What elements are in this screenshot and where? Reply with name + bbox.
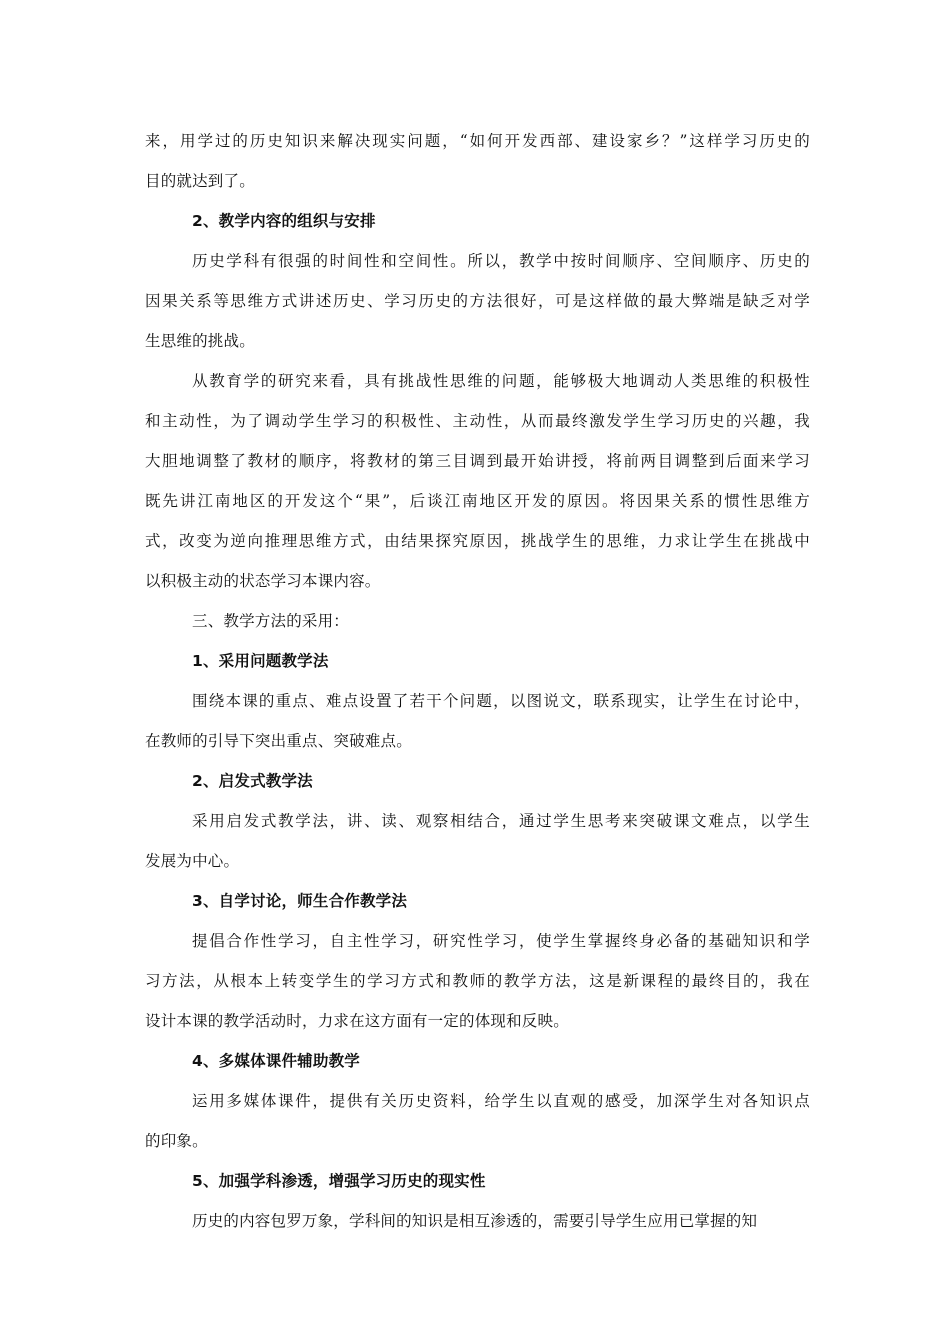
paragraph-line: 围绕本课的重点、难点设置了若干个问题，以图说文，联系现实，让学生在讨论中， bbox=[192, 692, 810, 710]
section-heading: 5、加强学科渗透，增强学习历史的现实性 bbox=[192, 1172, 486, 1190]
paragraph-line: 历史的内容包罗万象，学科间的知识是相互渗透的，需要引导学生应用已掌握的知 bbox=[192, 1212, 758, 1230]
paragraph-line: 设计本课的教学活动时，力求在这方面有一定的体现和反映。 bbox=[145, 1012, 569, 1030]
paragraph-line: 提倡合作性学习，自主性学习，研究性学习，使学生掌握终身必备的基础知识和学 bbox=[192, 932, 810, 950]
paragraph-line: 发展为中心。 bbox=[145, 852, 240, 870]
paragraph-line: 目的就达到了。 bbox=[145, 172, 255, 190]
paragraph-line: 式，改变为逆向推理思维方式，由结果探究原因，挑战学生的思维，力求让学生在挑战中 bbox=[145, 532, 810, 550]
paragraph-line: 从教育学的研究来看，具有挑战性思维的问题，能够极大地调动人类思维的积极性 bbox=[192, 372, 810, 390]
paragraph-line: 因果关系等思维方式讲述历史、学习历史的方法很好，可是这样做的最大弊端是缺乏对学 bbox=[145, 292, 810, 310]
paragraph-line: 既先讲江南地区的开发这个“果”，后谈江南地区开发的原因。将因果关系的惯性思维方 bbox=[145, 492, 810, 510]
paragraph-line: 生思维的挑战。 bbox=[145, 332, 255, 350]
section-heading: 2、启发式教学法 bbox=[192, 772, 313, 790]
section-heading: 2、教学内容的组织与安排 bbox=[192, 212, 376, 230]
paragraph-line: 习方法，从根本上转变学生的学习方式和教师的教学方法，这是新课程的最终目的，我在 bbox=[145, 972, 810, 990]
paragraph-line: 采用启发式教学法，讲、读、观察相结合，通过学生思考来突破课文难点，以学生 bbox=[192, 812, 810, 830]
section-heading: 1、采用问题教学法 bbox=[192, 652, 329, 670]
section-heading: 4、多媒体课件辅助教学 bbox=[192, 1052, 360, 1070]
paragraph-line: 来，用学过的历史知识来解决现实问题，“如何开发西部、建设家乡？”这样学习历史的 bbox=[145, 132, 810, 150]
section-title: 三、教学方法的采用： bbox=[192, 612, 350, 630]
section-heading: 3、自学讨论，师生合作教学法 bbox=[192, 892, 408, 910]
paragraph-line: 大胆地调整了教材的顺序，将教材的第三目调到最开始讲授，将前两目调整到后面来学习 bbox=[145, 452, 810, 470]
paragraph-line: 历史学科有很强的时间性和空间性。所以，教学中按时间顺序、空间顺序、历史的 bbox=[192, 252, 810, 270]
paragraph-line: 以积极主动的状态学习本课内容。 bbox=[145, 572, 381, 590]
paragraph-line: 和主动性，为了调动学生学习的积极性、主动性，从而最终激发学生学习历史的兴趣，我 bbox=[145, 412, 810, 430]
paragraph-line: 的印象。 bbox=[145, 1132, 208, 1150]
document-body bbox=[145, 121, 810, 1241]
paragraph-line: 在教师的引导下突出重点、突破难点。 bbox=[145, 732, 412, 750]
paragraph-line: 运用多媒体课件，提供有关历史资料，给学生以直观的感受，加深学生对各知识点 bbox=[192, 1092, 810, 1110]
